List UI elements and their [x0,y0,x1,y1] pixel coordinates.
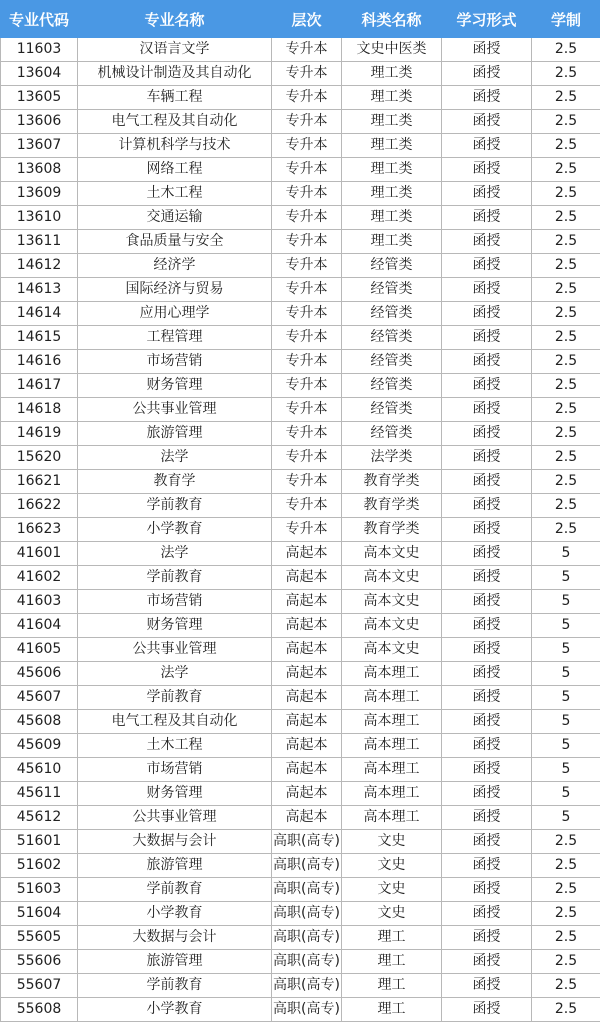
cell-major-code: 41601 [1,542,78,566]
table-row [1,38,600,62]
cell-duration: 2.5 [532,254,600,278]
cell-category: 理工类 [342,158,442,182]
header-level: 层次 [272,1,342,38]
cell-study-mode: 函授 [442,446,532,470]
table-row [1,566,600,590]
cell-study-mode: 函授 [442,422,532,446]
cell-level: 专升本 [272,278,342,302]
cell-level: 专升本 [272,446,342,470]
cell-level: 高职(高专) [272,974,342,998]
cell-category: 经管类 [342,326,442,350]
header-major-code: 专业代码 [1,1,78,38]
cell-major-name: 学前教育 [78,974,272,998]
cell-major-name: 公共事业管理 [78,638,272,662]
cell-level: 专升本 [272,374,342,398]
cell-category: 理工类 [342,134,442,158]
cell-category: 高本文史 [342,614,442,638]
cell-major-name: 旅游管理 [78,854,272,878]
cell-duration: 2.5 [532,206,600,230]
cell-level: 专升本 [272,158,342,182]
cell-major-code: 13606 [1,110,78,134]
cell-major-code: 14616 [1,350,78,374]
cell-duration: 2.5 [532,134,600,158]
cell-level: 专升本 [272,134,342,158]
cell-major-code: 16621 [1,470,78,494]
cell-major-code: 55605 [1,926,78,950]
cell-major-code: 16622 [1,494,78,518]
cell-category: 经管类 [342,350,442,374]
cell-category: 高本理工 [342,734,442,758]
cell-major-name: 法学 [78,662,272,686]
cell-major-name: 电气工程及其自动化 [78,110,272,134]
cell-major-name: 汉语言文学 [78,38,272,62]
cell-major-code: 51604 [1,902,78,926]
cell-major-code: 41604 [1,614,78,638]
cell-major-code: 45608 [1,710,78,734]
cell-major-name: 机械设计制造及其自动化 [78,62,272,86]
cell-study-mode: 函授 [442,374,532,398]
cell-level: 高职(高专) [272,854,342,878]
header-major-name: 专业名称 [78,1,272,38]
cell-duration: 2.5 [532,950,600,974]
cell-study-mode: 函授 [442,950,532,974]
cell-major-name: 车辆工程 [78,86,272,110]
cell-major-name: 学前教育 [78,494,272,518]
cell-level: 高职(高专) [272,926,342,950]
table-body [1,38,600,1022]
cell-level: 专升本 [272,350,342,374]
cell-major-name: 电气工程及其自动化 [78,710,272,734]
table-row [1,302,600,326]
cell-major-name: 国际经济与贸易 [78,278,272,302]
cell-major-name: 小学教育 [78,518,272,542]
cell-study-mode: 函授 [442,830,532,854]
cell-level: 专升本 [272,470,342,494]
table-row [1,758,600,782]
cell-study-mode: 函授 [442,206,532,230]
cell-study-mode: 函授 [442,134,532,158]
cell-level: 高起本 [272,734,342,758]
cell-major-code: 13607 [1,134,78,158]
cell-study-mode: 函授 [442,110,532,134]
cell-duration: 2.5 [532,878,600,902]
table-row [1,974,600,998]
cell-level: 高起本 [272,638,342,662]
cell-study-mode: 函授 [442,758,532,782]
cell-major-name: 工程管理 [78,326,272,350]
cell-category: 经管类 [342,278,442,302]
cell-category: 理工 [342,950,442,974]
table-row [1,278,600,302]
header-category: 科类名称 [342,1,442,38]
cell-category: 理工 [342,998,442,1022]
cell-major-code: 16623 [1,518,78,542]
cell-major-code: 51601 [1,830,78,854]
cell-category: 理工类 [342,182,442,206]
cell-major-code: 13608 [1,158,78,182]
cell-duration: 2.5 [532,998,600,1022]
cell-major-code: 41602 [1,566,78,590]
cell-duration: 5 [532,590,600,614]
table-row [1,398,600,422]
cell-category: 经管类 [342,254,442,278]
cell-major-code: 15620 [1,446,78,470]
cell-major-code: 14615 [1,326,78,350]
cell-level: 高职(高专) [272,902,342,926]
cell-duration: 2.5 [532,350,600,374]
cell-major-code: 41605 [1,638,78,662]
cell-category: 教育学类 [342,494,442,518]
table-row [1,350,600,374]
header-duration: 学制 [532,1,600,38]
cell-duration: 2.5 [532,374,600,398]
cell-study-mode: 函授 [442,710,532,734]
cell-category: 高本文史 [342,542,442,566]
cell-major-code: 45607 [1,686,78,710]
cell-study-mode: 函授 [442,62,532,86]
table-row [1,614,600,638]
table-row [1,158,600,182]
cell-duration: 5 [532,614,600,638]
cell-major-code: 13610 [1,206,78,230]
cell-major-code: 55608 [1,998,78,1022]
table-row [1,422,600,446]
cell-major-name: 计算机科学与技术 [78,134,272,158]
cell-duration: 2.5 [532,830,600,854]
cell-duration: 5 [532,638,600,662]
cell-duration: 5 [532,566,600,590]
cell-category: 教育学类 [342,518,442,542]
cell-major-name: 学前教育 [78,686,272,710]
cell-level: 专升本 [272,518,342,542]
cell-study-mode: 函授 [442,38,532,62]
cell-duration: 2.5 [532,230,600,254]
cell-major-name: 网络工程 [78,158,272,182]
table-row [1,638,600,662]
cell-category: 文史 [342,878,442,902]
cell-category: 文史 [342,854,442,878]
cell-level: 专升本 [272,326,342,350]
table-row [1,86,600,110]
table-row [1,326,600,350]
table-row [1,254,600,278]
table-row [1,734,600,758]
cell-level: 专升本 [272,38,342,62]
cell-major-name: 法学 [78,542,272,566]
cell-study-mode: 函授 [442,398,532,422]
cell-category: 理工 [342,926,442,950]
cell-major-code: 13604 [1,62,78,86]
cell-major-code: 45606 [1,662,78,686]
cell-category: 经管类 [342,422,442,446]
cell-major-code: 51602 [1,854,78,878]
cell-study-mode: 函授 [442,854,532,878]
cell-duration: 2.5 [532,158,600,182]
cell-duration: 2.5 [532,446,600,470]
table-row [1,686,600,710]
table-row [1,374,600,398]
cell-level: 高起本 [272,710,342,734]
cell-duration: 2.5 [532,422,600,446]
cell-study-mode: 函授 [442,638,532,662]
cell-study-mode: 函授 [442,566,532,590]
cell-study-mode: 函授 [442,326,532,350]
cell-level: 高职(高专) [272,950,342,974]
cell-duration: 5 [532,806,600,830]
cell-category: 高本理工 [342,686,442,710]
cell-duration: 2.5 [532,398,600,422]
cell-major-name: 教育学 [78,470,272,494]
table-row [1,446,600,470]
cell-category: 法学类 [342,446,442,470]
cell-category: 高本文史 [342,566,442,590]
cell-duration: 2.5 [532,62,600,86]
cell-study-mode: 函授 [442,182,532,206]
cell-duration: 2.5 [532,182,600,206]
table-row [1,782,600,806]
cell-study-mode: 函授 [442,614,532,638]
cell-category: 高本理工 [342,758,442,782]
cell-duration: 2.5 [532,302,600,326]
cell-duration: 2.5 [532,110,600,134]
cell-study-mode: 函授 [442,254,532,278]
table-row [1,518,600,542]
cell-duration: 2.5 [532,974,600,998]
cell-study-mode: 函授 [442,782,532,806]
cell-category: 经管类 [342,302,442,326]
cell-duration: 2.5 [532,518,600,542]
cell-major-name: 大数据与会计 [78,830,272,854]
cell-level: 专升本 [272,302,342,326]
cell-level: 专升本 [272,398,342,422]
table-row [1,902,600,926]
table-row [1,470,600,494]
cell-level: 高起本 [272,782,342,806]
cell-level: 专升本 [272,494,342,518]
cell-category: 理工类 [342,86,442,110]
cell-major-code: 14617 [1,374,78,398]
cell-level: 高职(高专) [272,998,342,1022]
cell-study-mode: 函授 [442,302,532,326]
cell-category: 理工类 [342,206,442,230]
cell-major-name: 旅游管理 [78,422,272,446]
cell-major-name: 市场营销 [78,350,272,374]
cell-level: 专升本 [272,206,342,230]
cell-study-mode: 函授 [442,998,532,1022]
cell-level: 高职(高专) [272,878,342,902]
cell-major-name: 小学教育 [78,998,272,1022]
cell-study-mode: 函授 [442,518,532,542]
cell-major-name: 财务管理 [78,782,272,806]
cell-level: 专升本 [272,62,342,86]
cell-category: 理工类 [342,110,442,134]
cell-study-mode: 函授 [442,590,532,614]
cell-major-name: 食品质量与安全 [78,230,272,254]
cell-duration: 2.5 [532,854,600,878]
cell-major-code: 11603 [1,38,78,62]
cell-major-name: 土木工程 [78,182,272,206]
cell-major-name: 经济学 [78,254,272,278]
table-row [1,206,600,230]
cell-study-mode: 函授 [442,878,532,902]
cell-level: 专升本 [272,182,342,206]
cell-major-name: 公共事业管理 [78,398,272,422]
table-row [1,806,600,830]
cell-major-name: 财务管理 [78,614,272,638]
cell-duration: 5 [532,542,600,566]
cell-major-code: 14619 [1,422,78,446]
cell-major-code: 45611 [1,782,78,806]
cell-major-name: 财务管理 [78,374,272,398]
cell-duration: 2.5 [532,494,600,518]
cell-duration: 5 [532,734,600,758]
cell-level: 高起本 [272,542,342,566]
cell-study-mode: 函授 [442,230,532,254]
cell-study-mode: 函授 [442,806,532,830]
cell-level: 专升本 [272,110,342,134]
cell-duration: 2.5 [532,86,600,110]
cell-major-code: 13611 [1,230,78,254]
table-row [1,926,600,950]
cell-major-code: 13605 [1,86,78,110]
cell-major-code: 14613 [1,278,78,302]
cell-level: 专升本 [272,230,342,254]
cell-major-name: 小学教育 [78,902,272,926]
cell-major-name: 市场营销 [78,590,272,614]
table-header [1,1,600,38]
cell-category: 高本理工 [342,806,442,830]
cell-major-code: 41603 [1,590,78,614]
cell-level: 高起本 [272,614,342,638]
cell-category: 理工 [342,974,442,998]
cell-major-name: 旅游管理 [78,950,272,974]
cell-study-mode: 函授 [442,902,532,926]
cell-major-name: 交通运输 [78,206,272,230]
cell-study-mode: 函授 [442,86,532,110]
cell-study-mode: 函授 [442,542,532,566]
cell-major-code: 55606 [1,950,78,974]
cell-major-code: 55607 [1,974,78,998]
cell-category: 文史 [342,830,442,854]
cell-major-name: 公共事业管理 [78,806,272,830]
cell-study-mode: 函授 [442,974,532,998]
table-row [1,710,600,734]
cell-study-mode: 函授 [442,350,532,374]
cell-level: 高起本 [272,662,342,686]
cell-study-mode: 函授 [442,926,532,950]
cell-category: 高本理工 [342,662,442,686]
table-row [1,998,600,1022]
cell-category: 文史 [342,902,442,926]
table-row [1,230,600,254]
cell-study-mode: 函授 [442,470,532,494]
table-row [1,182,600,206]
cell-level: 高起本 [272,686,342,710]
cell-category: 高本文史 [342,590,442,614]
cell-duration: 5 [532,662,600,686]
cell-major-name: 大数据与会计 [78,926,272,950]
cell-category: 教育学类 [342,470,442,494]
cell-major-code: 45609 [1,734,78,758]
cell-category: 理工类 [342,62,442,86]
cell-study-mode: 函授 [442,686,532,710]
cell-study-mode: 函授 [442,662,532,686]
cell-duration: 2.5 [532,278,600,302]
cell-duration: 5 [532,686,600,710]
table-row [1,62,600,86]
cell-study-mode: 函授 [442,278,532,302]
cell-category: 理工类 [342,230,442,254]
cell-duration: 2.5 [532,38,600,62]
cell-level: 专升本 [272,254,342,278]
cell-level: 高起本 [272,590,342,614]
cell-major-code: 45612 [1,806,78,830]
cell-category: 文史中医类 [342,38,442,62]
cell-study-mode: 函授 [442,494,532,518]
cell-duration: 2.5 [532,326,600,350]
table-row [1,854,600,878]
cell-duration: 2.5 [532,902,600,926]
header-study-mode: 学习形式 [442,1,532,38]
cell-category: 高本理工 [342,710,442,734]
table-row [1,134,600,158]
cell-level: 专升本 [272,86,342,110]
cell-major-code: 14614 [1,302,78,326]
table-row [1,542,600,566]
table-row [1,950,600,974]
cell-major-code: 14612 [1,254,78,278]
table-row [1,662,600,686]
cell-category: 经管类 [342,398,442,422]
cell-major-name: 法学 [78,446,272,470]
cell-category: 高本文史 [342,638,442,662]
cell-major-code: 51603 [1,878,78,902]
cell-level: 高起本 [272,758,342,782]
cell-major-code: 14618 [1,398,78,422]
cell-study-mode: 函授 [442,158,532,182]
cell-level: 高职(高专) [272,830,342,854]
cell-duration: 2.5 [532,470,600,494]
table-row [1,110,600,134]
cell-category: 高本理工 [342,782,442,806]
table-row [1,830,600,854]
cell-duration: 5 [532,782,600,806]
table-row [1,494,600,518]
cell-level: 高起本 [272,566,342,590]
cell-major-name: 应用心理学 [78,302,272,326]
cell-major-name: 学前教育 [78,566,272,590]
table-row [1,590,600,614]
cell-study-mode: 函授 [442,734,532,758]
cell-duration: 5 [532,710,600,734]
header-row [1,1,600,38]
cell-major-code: 13609 [1,182,78,206]
cell-category: 经管类 [342,374,442,398]
cell-major-name: 学前教育 [78,878,272,902]
cell-major-name: 市场营销 [78,758,272,782]
cell-duration: 5 [532,758,600,782]
cell-major-code: 45610 [1,758,78,782]
cell-level: 高起本 [272,806,342,830]
cell-major-name: 土木工程 [78,734,272,758]
cell-duration: 2.5 [532,926,600,950]
table-row [1,878,600,902]
cell-level: 专升本 [272,422,342,446]
